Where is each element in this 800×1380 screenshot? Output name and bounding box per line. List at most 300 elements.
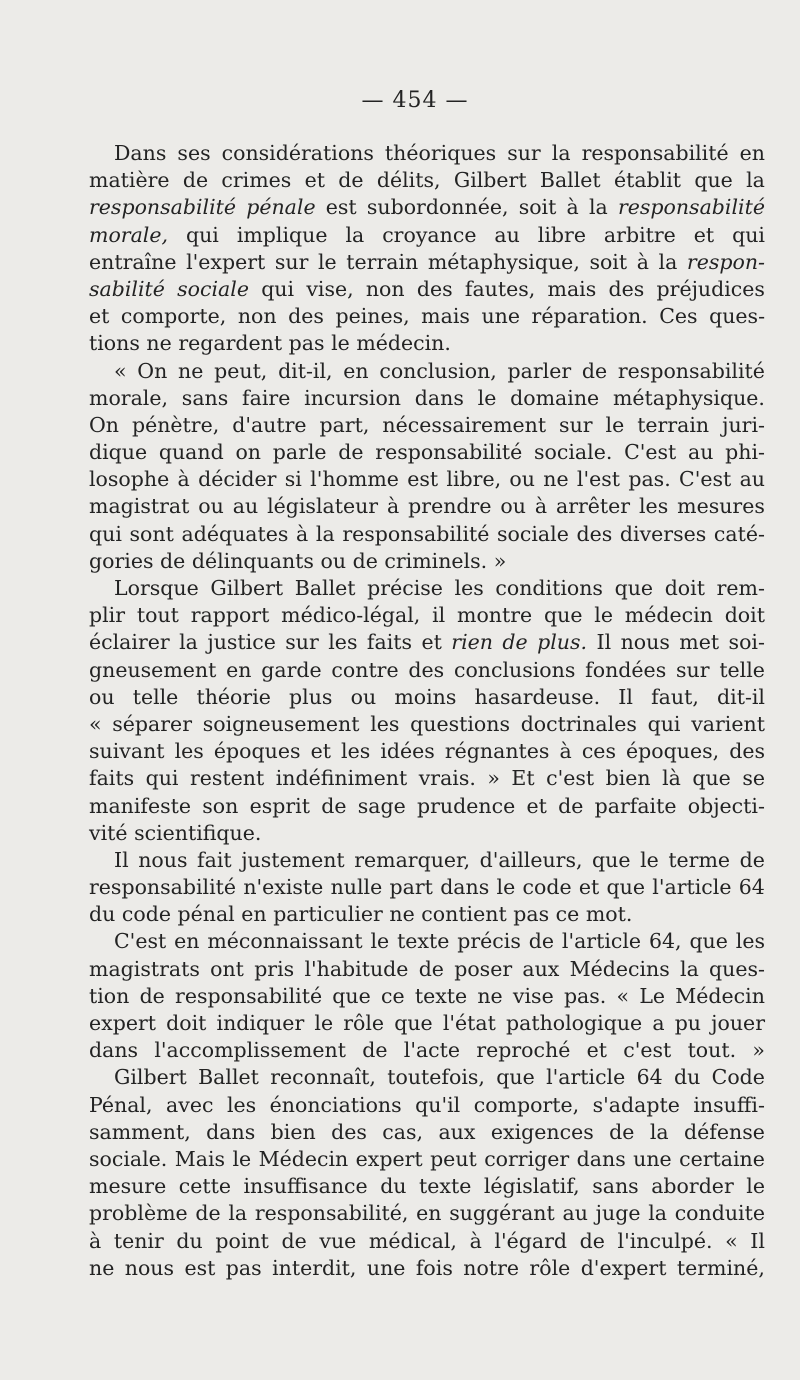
word: les [341, 739, 371, 764]
word: Pénal, [89, 1092, 153, 1117]
word: époques, [626, 739, 720, 764]
body-text [89, 140, 765, 1282]
word: ont [210, 956, 244, 981]
word: c'est [623, 1038, 672, 1063]
word: à [89, 1228, 102, 1253]
word: texte [414, 983, 468, 1008]
word: pénal [177, 902, 235, 927]
word: » [487, 766, 500, 791]
word: que [614, 576, 654, 600]
word: et [310, 739, 331, 764]
word: que [332, 983, 371, 1008]
word: tions [89, 331, 140, 356]
word: des [576, 521, 613, 546]
word: libre [537, 222, 586, 247]
word: de [321, 793, 347, 818]
word: médico-légal, [281, 603, 421, 628]
word: son [202, 793, 239, 818]
word: pénètre, [131, 412, 220, 437]
word: dit-il, [278, 358, 333, 383]
word: à [469, 1228, 482, 1253]
word: qui [261, 276, 295, 301]
word: rôle [529, 1255, 571, 1280]
word: à [559, 739, 572, 764]
word: Gilbert [453, 168, 527, 193]
word: criminels. [384, 548, 488, 573]
word: décider [198, 467, 277, 492]
word: est [407, 467, 439, 492]
text-line [89, 983, 765, 1010]
word: responsabilité, [254, 1201, 409, 1226]
word: sans [592, 1174, 639, 1199]
word: ne [178, 358, 204, 383]
word: le [640, 847, 659, 872]
word: problème [89, 1201, 188, 1226]
word: en [739, 141, 765, 165]
word: gories [89, 548, 154, 573]
word: Mais [174, 1146, 226, 1171]
word: le [232, 1146, 252, 1171]
word: ses [177, 141, 211, 165]
word: de [362, 1038, 388, 1063]
word: reconnaît, [270, 1065, 376, 1090]
word: Ballet [198, 1065, 259, 1090]
word: en [416, 1201, 442, 1226]
word: contre [331, 657, 399, 682]
word: exigences [490, 1119, 594, 1144]
page-number: — 454 — [361, 88, 469, 113]
word: médecin [624, 603, 713, 628]
word: peut [430, 1146, 477, 1171]
word: énonciations [269, 1092, 402, 1117]
word: Lorsque [114, 576, 199, 600]
word: ques- [709, 956, 765, 981]
text-line [89, 793, 765, 820]
text-line [89, 575, 765, 602]
text-line [89, 521, 765, 548]
word: Il [114, 847, 129, 872]
word: arbitre [603, 222, 676, 247]
word: l'accomplissement [154, 1038, 346, 1063]
word: de [281, 1228, 307, 1253]
word: 64, [648, 929, 682, 954]
word: la [680, 956, 699, 981]
word: les [639, 494, 669, 519]
word: il [432, 603, 446, 628]
word: prudence [417, 793, 516, 818]
word: est [184, 1255, 216, 1280]
word: et [421, 630, 442, 655]
word: pas [225, 1255, 262, 1280]
word: de [579, 1228, 605, 1253]
word: gneusement [89, 657, 217, 682]
word: à [177, 467, 190, 492]
word: qui [732, 222, 765, 247]
word: conclusion, [379, 358, 497, 383]
word: et [693, 222, 715, 247]
word: » [752, 1038, 765, 1063]
word: certaine [679, 1146, 765, 1171]
word: sur [676, 657, 710, 682]
word: que [692, 766, 731, 791]
word: insuffisance [243, 1174, 368, 1199]
word: la [315, 521, 335, 546]
word: Médecin [258, 1146, 349, 1171]
word: Ballet [294, 576, 356, 600]
word: du [674, 1065, 701, 1090]
word: insuffi- [693, 1092, 765, 1117]
word: d'expert [580, 1255, 667, 1280]
word: que [689, 929, 728, 954]
word: là [662, 766, 681, 791]
text-line [89, 928, 765, 955]
text-line [89, 385, 765, 412]
word: moins [394, 684, 457, 709]
word: sociale. [534, 440, 613, 465]
word: fondées [585, 657, 667, 682]
word: la [179, 630, 198, 655]
word: de [581, 358, 608, 383]
word: l'égard [494, 1228, 568, 1253]
word: sur [559, 412, 593, 437]
text-line [89, 956, 765, 983]
word: et [89, 304, 110, 329]
word: que [496, 1065, 535, 1090]
word: responsabilité [342, 521, 490, 546]
word: Il [750, 1228, 765, 1253]
word: corriger [484, 1146, 570, 1171]
word: en [343, 358, 369, 383]
word: nous [124, 1255, 175, 1280]
text-line [89, 439, 765, 466]
word: Ballet [539, 168, 601, 193]
word: au [739, 467, 765, 492]
word: non [237, 304, 277, 329]
word: mais [547, 276, 597, 301]
word: responsabilité [617, 195, 765, 220]
text-line [89, 1228, 765, 1255]
word: qu'il [415, 1092, 461, 1117]
word: sans [181, 385, 229, 410]
word: la [649, 1119, 669, 1144]
word: théoriques [384, 141, 497, 165]
text-line [89, 194, 765, 221]
text-line [89, 684, 765, 711]
word: l'article [652, 875, 732, 900]
word: à [566, 195, 579, 220]
word: de [528, 929, 555, 954]
word: en [226, 657, 252, 682]
word: des [331, 1119, 367, 1144]
word: l'inculpé. [617, 1228, 713, 1253]
word: losophe [89, 467, 170, 492]
text-line [89, 167, 765, 194]
word: le [605, 412, 625, 437]
word: éclairer [89, 630, 170, 655]
word: que [606, 875, 646, 900]
word: ou [509, 467, 535, 492]
word: vise, [306, 276, 354, 301]
word: « [89, 711, 102, 736]
word: sociale [497, 521, 569, 546]
word: défense [684, 1119, 765, 1144]
word: non [365, 276, 405, 301]
word: regardent [178, 331, 283, 356]
word: considérations [221, 141, 374, 165]
word: indéfiniment [275, 766, 408, 791]
word: phi- [725, 440, 765, 465]
word: Médecin [675, 983, 765, 1008]
word: à [534, 494, 548, 519]
word: de [739, 847, 765, 872]
word: que [694, 168, 733, 193]
word: matière [89, 168, 170, 193]
word: ques- [709, 304, 765, 329]
word: ne [389, 902, 415, 927]
word: rapport [190, 603, 270, 628]
word: suggérant [449, 1201, 555, 1226]
word: esprit [249, 793, 310, 818]
word: qui [145, 766, 179, 791]
word: restent [189, 766, 265, 791]
word: des [729, 739, 765, 764]
word: parfaite [594, 793, 677, 818]
word: toutefois, [387, 1065, 485, 1090]
word: plus. [537, 630, 588, 655]
word: nous [620, 630, 670, 655]
word: métaphysique. [612, 385, 765, 410]
word: arrêter [555, 494, 631, 519]
word: Et [511, 766, 535, 791]
word: sage [357, 793, 406, 818]
word: à [387, 494, 400, 519]
word: aux [522, 956, 560, 981]
word: texte [419, 1174, 472, 1199]
word: ne [89, 1255, 115, 1280]
word: des [288, 304, 324, 329]
word: morale, [89, 222, 169, 247]
word: à [296, 521, 309, 546]
text-line [89, 276, 765, 303]
word: dans [414, 385, 464, 410]
word: le [746, 1174, 765, 1199]
word: code [121, 902, 171, 927]
word: de [558, 793, 584, 818]
word: indiquer [216, 1011, 305, 1035]
word: « [616, 983, 630, 1008]
text-line [89, 358, 765, 385]
word: pénale [246, 195, 316, 220]
word: hasardeuse. [474, 684, 601, 709]
word: l'article [546, 1065, 626, 1090]
word: ne [477, 983, 503, 1008]
word: Il [596, 630, 612, 655]
word: soit [589, 249, 628, 274]
word: dans [440, 875, 490, 900]
word: et [304, 168, 325, 193]
word: Il [618, 684, 633, 709]
word: responsabilité [375, 440, 523, 465]
word: prendre [408, 494, 492, 519]
word: morale, [89, 385, 169, 410]
word: objecti- [687, 793, 765, 818]
text-line [89, 847, 765, 874]
word: l'homme [310, 467, 399, 492]
text-line [89, 412, 765, 439]
word: pas [513, 902, 550, 927]
text-line [89, 1146, 765, 1173]
word: Gilbert [210, 576, 284, 600]
word: magistrat [89, 494, 190, 519]
word: responsabilité [89, 195, 237, 220]
word: l'acte [403, 1038, 461, 1063]
text-line [89, 602, 765, 629]
word: c'est [546, 766, 595, 791]
word: aborder [651, 1174, 734, 1199]
word: préjudices [656, 276, 765, 301]
word: sabilité [89, 276, 165, 301]
word: poser [454, 956, 513, 981]
text-line [89, 222, 765, 249]
word: que [544, 603, 583, 628]
text-line [89, 629, 765, 656]
word: expert [89, 1011, 156, 1035]
word: est [325, 195, 357, 220]
word: réparation. [531, 304, 648, 329]
word: les [226, 1092, 257, 1117]
word: particulier [273, 902, 383, 927]
word: théorie [196, 684, 271, 709]
text-line [89, 1092, 765, 1119]
word: vise [512, 983, 554, 1008]
word: en [241, 902, 267, 927]
word: code [522, 875, 572, 900]
text-line [89, 657, 765, 684]
word: mais [421, 304, 470, 329]
word: justice [207, 630, 276, 655]
word: Dans [114, 141, 167, 165]
word: au [562, 1201, 588, 1226]
word: ne [543, 467, 569, 492]
word: dique [89, 440, 148, 465]
word: plir [89, 603, 126, 628]
word: conclusions [453, 657, 576, 682]
word: soi- [728, 630, 765, 655]
text-line [89, 330, 765, 357]
word: vité [89, 820, 128, 845]
word: terminé, [676, 1255, 765, 1280]
word: mot. [585, 902, 633, 927]
word: subordonnée, [366, 195, 509, 220]
word: faits [89, 766, 135, 791]
text-line [89, 738, 765, 765]
word: peut, [214, 358, 268, 383]
word: à [636, 249, 649, 274]
word: une [366, 1255, 406, 1280]
word: expert [355, 1146, 423, 1171]
word: on [235, 440, 261, 465]
word: la [648, 1201, 667, 1226]
word: scientifique. [134, 820, 262, 845]
word: parler [507, 358, 572, 383]
word: vue [319, 1228, 357, 1253]
word: de [160, 548, 186, 573]
word: questions [410, 711, 510, 736]
word: reproché [476, 1038, 571, 1063]
text-line [89, 874, 765, 901]
word: conditions [495, 576, 603, 600]
word: la [746, 168, 765, 193]
word: point [215, 1228, 269, 1253]
word: des [408, 657, 445, 682]
word: responsabilité [175, 983, 323, 1008]
word: 64 [636, 1065, 663, 1090]
text-line [89, 466, 765, 493]
word: la [551, 141, 571, 165]
word: que [394, 1011, 433, 1035]
word: C'est [679, 467, 732, 492]
word: » [493, 548, 507, 573]
word: entraîne [89, 249, 177, 274]
word: tout [136, 603, 179, 628]
word: de [352, 548, 378, 573]
word: faits [366, 630, 413, 655]
word: jouer [711, 1011, 765, 1035]
text-line [89, 1064, 765, 1091]
word: le [370, 929, 390, 954]
word: de [609, 1119, 635, 1144]
text-line [89, 1173, 765, 1200]
word: de [195, 1201, 221, 1226]
word: idées [380, 739, 435, 764]
text-line [89, 493, 765, 520]
word: suivant [89, 739, 165, 764]
word: ou [198, 494, 224, 519]
text-line [89, 901, 765, 928]
word: croyance [382, 222, 477, 247]
word: responsabilité [617, 358, 765, 383]
word: cette [178, 1174, 231, 1199]
word: faire [242, 385, 291, 410]
word: au [494, 222, 520, 247]
word: de [338, 168, 364, 193]
word: le [594, 603, 613, 628]
word: C'est [114, 929, 167, 954]
text-line [89, 1119, 765, 1146]
word: pas [288, 331, 325, 356]
word: fautes, [464, 276, 536, 301]
text-line [89, 765, 765, 792]
word: vrais. [418, 766, 476, 791]
word: sont [129, 521, 174, 546]
word: médical, [368, 1228, 457, 1253]
word: soigneusement [202, 711, 360, 736]
word: Le [639, 983, 666, 1008]
word: qui [185, 222, 219, 247]
word: responsabilité [581, 141, 729, 165]
word: ces [581, 739, 616, 764]
word: du [176, 1228, 203, 1253]
word: les [370, 711, 400, 736]
word: On [137, 358, 168, 383]
word: caté- [713, 521, 765, 546]
word: doit [664, 576, 705, 600]
word: ou [500, 494, 526, 519]
word: établit [613, 168, 682, 193]
word: aux [438, 1119, 476, 1144]
word: cas, [382, 1119, 424, 1144]
word: remarquer, [354, 847, 471, 872]
